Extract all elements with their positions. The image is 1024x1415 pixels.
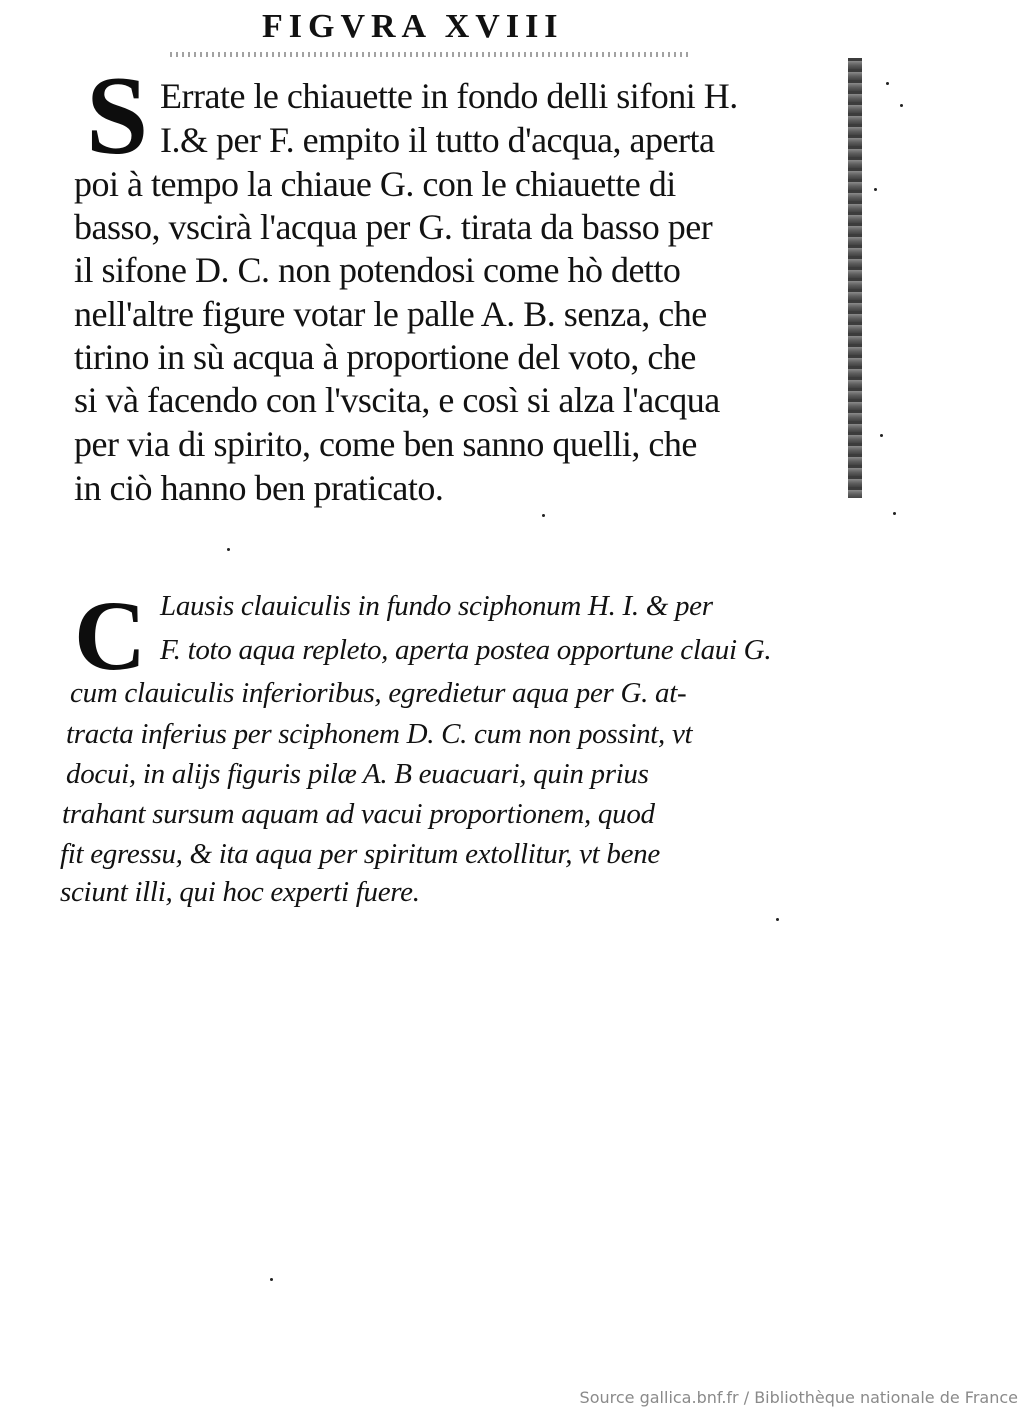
scan-speck (880, 434, 883, 437)
latin-line: trahant sursum aquam ad vacui proportionem, quod (62, 798, 655, 830)
italian-line: I.& per F. empito il tutto d'acqua, aperta (160, 120, 715, 160)
latin-line: tracta inferius per sciphonem D. C. cum non possint, vt (66, 718, 693, 750)
scan-speck (227, 548, 230, 551)
figure-heading: FIGVRA XVIII (262, 8, 564, 45)
latin-line: F. toto aqua repleto, aperta postea opportune claui G. (160, 634, 772, 666)
scan-speck (874, 188, 877, 191)
source-credit: Source gallica.bnf.fr / Bibliothèque nationale de France (579, 1388, 1018, 1407)
latin-line: docui, in alijs figuris pilæ A. B euacuari, quin prius (66, 758, 649, 790)
italian-line: il sifone D. C. non potendosi come hò detto (74, 250, 681, 290)
scan-speck (270, 1278, 273, 1281)
scan-speck (893, 512, 896, 515)
latin-line: fit egressu, & ita aqua per spiritum extollitur, vt bene (60, 838, 660, 870)
scan-speck (886, 82, 889, 85)
scan-margin-shadow (848, 58, 862, 498)
latin-line: Lausis clauiculis in fundo sciphonum H. I. & per (160, 590, 713, 622)
italian-line: in ciò hanno ben praticato. (74, 468, 444, 508)
latin-line: cum clauiculis inferioribus, egredietur aqua per G. at- (70, 677, 687, 709)
italian-line: tirino in sù acqua à proportione del voto, che (74, 337, 696, 377)
scan-speck (542, 514, 545, 517)
italian-line: poi à tempo la chiaue G. con le chiauette di (74, 164, 676, 204)
italian-line: basso, vscirà l'acqua per G. tirata da basso per (74, 207, 713, 247)
italian-line: Errate le chiauette in fondo delli sifoni H. (160, 76, 738, 116)
italian-line: per via di spirito, come ben sanno quelli, che (74, 424, 697, 464)
ornament-rule (170, 52, 690, 57)
scan-speck (776, 918, 779, 921)
latin-line: sciunt illi, qui hoc experti fuere. (60, 876, 420, 908)
italian-line: nell'altre figure votar le palle A. B. senza, che (74, 294, 707, 334)
italian-line: si và facendo con l'vscita, e così si alza l'acqua (74, 380, 720, 420)
scan-speck (900, 104, 903, 107)
latin-drop-cap: C (74, 580, 147, 691)
italian-drop-cap: S (86, 54, 149, 178)
